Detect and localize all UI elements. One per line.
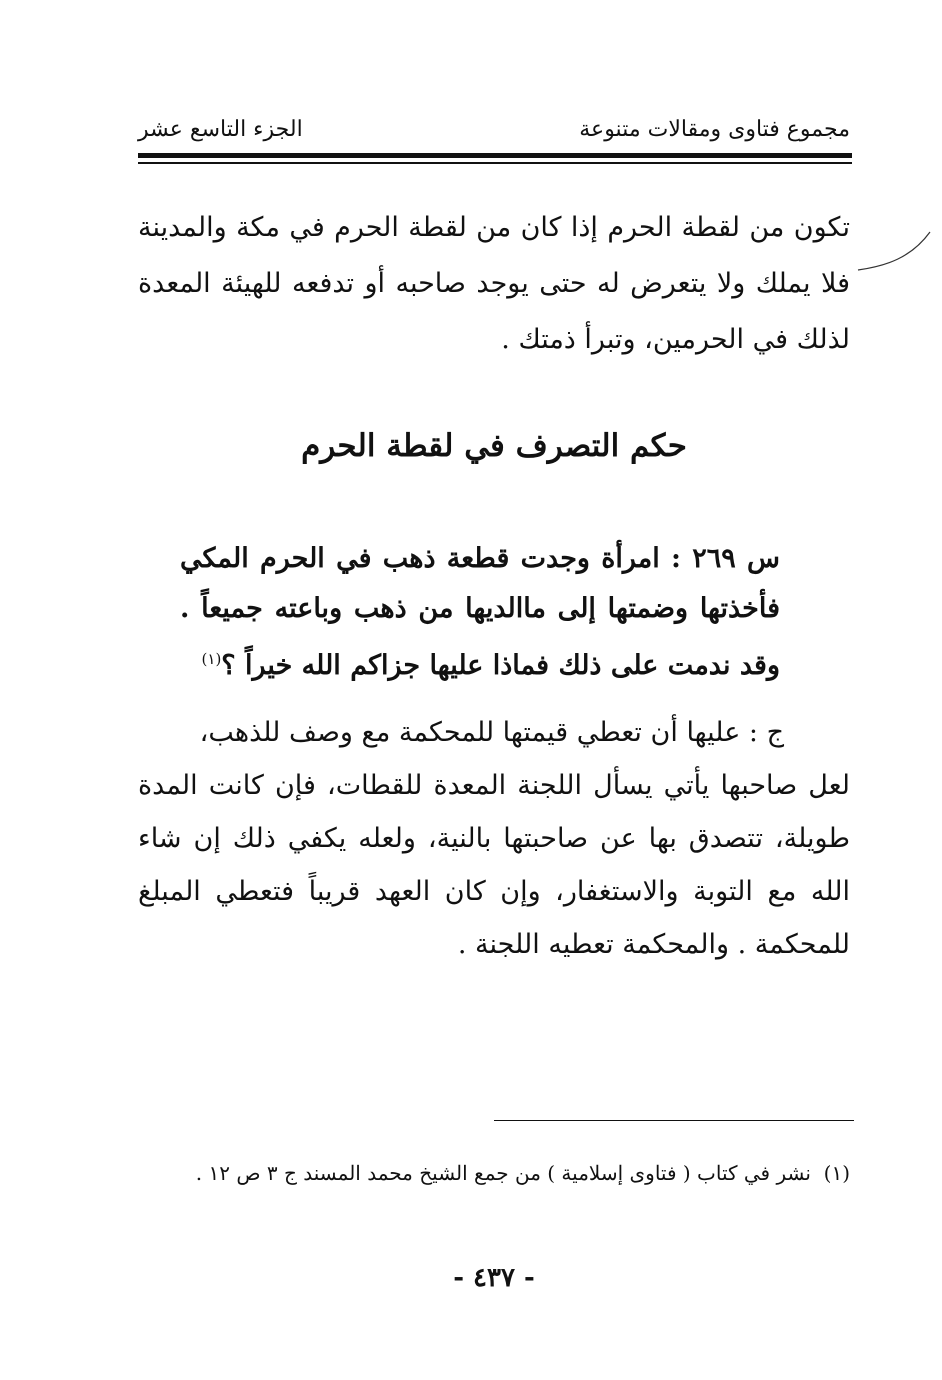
question-paragraph [180, 534, 780, 691]
footnote-reference: (١) [201, 650, 222, 668]
header-rule-thin [138, 162, 852, 164]
intro-paragraph: تكون من لقطة الحرم إذا كان من لقطة الحرم في مكة والمدينة فلا يملك ولا يتعرض له حتى يوجد صاحبه أو تدفعه للهيئة المعدة لذلك في الحرمين، وتبرأ ذمتك . [138, 212, 850, 355]
header-rule-thick [138, 153, 852, 158]
section-heading: حكم التصرف في لقطة الحرم [301, 428, 687, 464]
footnote [138, 1152, 850, 1194]
running-header [138, 112, 850, 148]
footnote-separator [494, 1120, 854, 1121]
volume-label: الجزء التاسع عشر [138, 117, 303, 142]
answer-paragraph: لعل صاحبها يأتي يسأل اللجنة المعدة للقطات، فإن كانت المدة طويلة، تتصدق بها عن صاحبتها بالنية، ولعله يكفي ذلك إن شاء الله مع التوبة والاستغفار، وإن كان العهد قريباً فتعطي المبلغ للمحكمة . والمحكمة تعطيه اللجنة . [138, 770, 850, 960]
answer-first-line: ج : عليها أن تعطي قيمتها للمحكمة مع وصف للذهب، [199, 717, 784, 748]
footnote-marker: (١) [823, 1161, 850, 1185]
footnote-text: نشر في كتاب ( فتاوى إسلامية ) من جمع الشيخ محمد المسند ج ٣ ص ١٢ . [195, 1161, 811, 1185]
page-number: - ٤٣٧ - [453, 1263, 535, 1293]
margin-pen-mark [856, 228, 936, 278]
book-title: مجموع فتاوى ومقالات متنوعة [579, 117, 850, 142]
question-text: س ٢٦٩ : امرأة وجدت قطعة ذهب في الحرم المكي فأخذتها وضمتها إلى ماالديها من ذهب وباعته جميعاً . وقد ندمت على ذلك فماذا عليها جزاكم الله خيراً ؟ [180, 543, 780, 681]
